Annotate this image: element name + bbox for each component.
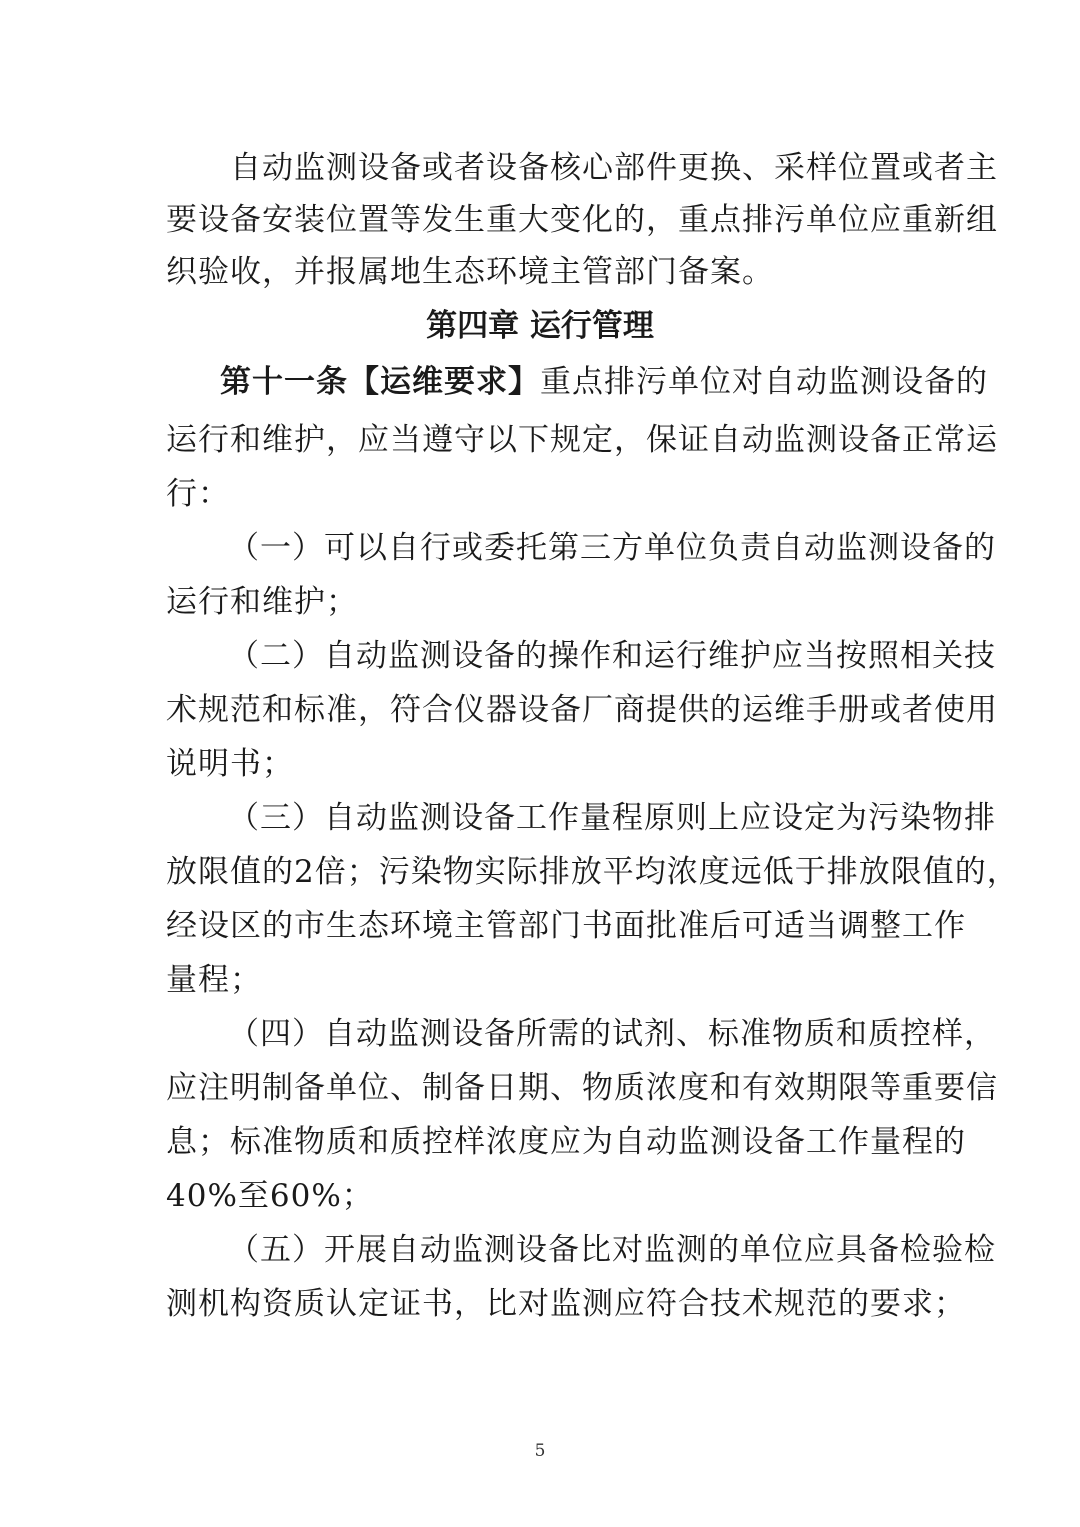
- list-item-line: （三）自动监测设备工作量程原则上应设定为污染物排: [228, 800, 996, 836]
- list-item-line: （五）开展自动监测设备比对监测的单位应具备检验检: [228, 1232, 996, 1268]
- paragraph-line: 要设备安装位置等发生重大变化的，重点排污单位应重新组: [166, 202, 998, 238]
- list-item-line: 术规范和标准，符合仪器设备厂商提供的运维手册或者使用: [166, 692, 998, 728]
- paragraph-line: 运行和维护，应当遵守以下规定，保证自动监测设备正常运: [166, 422, 998, 458]
- paragraph-line: 织验收，并报属地生态环境主管部门备案。: [166, 254, 774, 290]
- article-text: 重点排污单位对自动监测设备的: [540, 364, 988, 400]
- list-item-line: （四）自动监测设备所需的试剂、标准物质和质控样，: [228, 1016, 996, 1052]
- paragraph-line: 行：: [166, 476, 230, 512]
- list-item-line: 应注明制备单位、制备日期、物质浓度和有效期限等重要信: [166, 1070, 998, 1106]
- list-item-line: 经设区的市生态环境主管部门书面批准后可适当调整工作: [166, 908, 966, 944]
- list-item-line: 息；标准物质和质控样浓度应为自动监测设备工作量程的: [166, 1124, 966, 1160]
- article-title: 第十一条【运维要求】: [220, 364, 540, 400]
- list-item-line: 量程；: [166, 962, 262, 998]
- list-item-line: 测机构资质认定证书，比对监测应符合技术规范的要求；: [166, 1286, 966, 1322]
- list-item-line: （二）自动监测设备的操作和运行维护应当按照相关技: [228, 638, 996, 674]
- article-first-line: [220, 362, 988, 402]
- list-item-line: 说明书；: [166, 746, 294, 782]
- chapter-heading: 第四章 运行管理: [426, 308, 654, 344]
- list-item-line: 运行和维护；: [166, 584, 358, 620]
- paragraph-line: 自动监测设备或者设备核心部件更换、采样位置或者主: [230, 150, 998, 186]
- list-item-line: （一）可以自行或委托第三方单位负责自动监测设备的: [228, 530, 996, 566]
- page-number: 5: [534, 1441, 546, 1461]
- list-item-line: 放限值的2倍；污染物实际排放平均浓度远低于排放限值的，: [166, 854, 1019, 890]
- list-item-line: 40%至60%；: [166, 1178, 374, 1214]
